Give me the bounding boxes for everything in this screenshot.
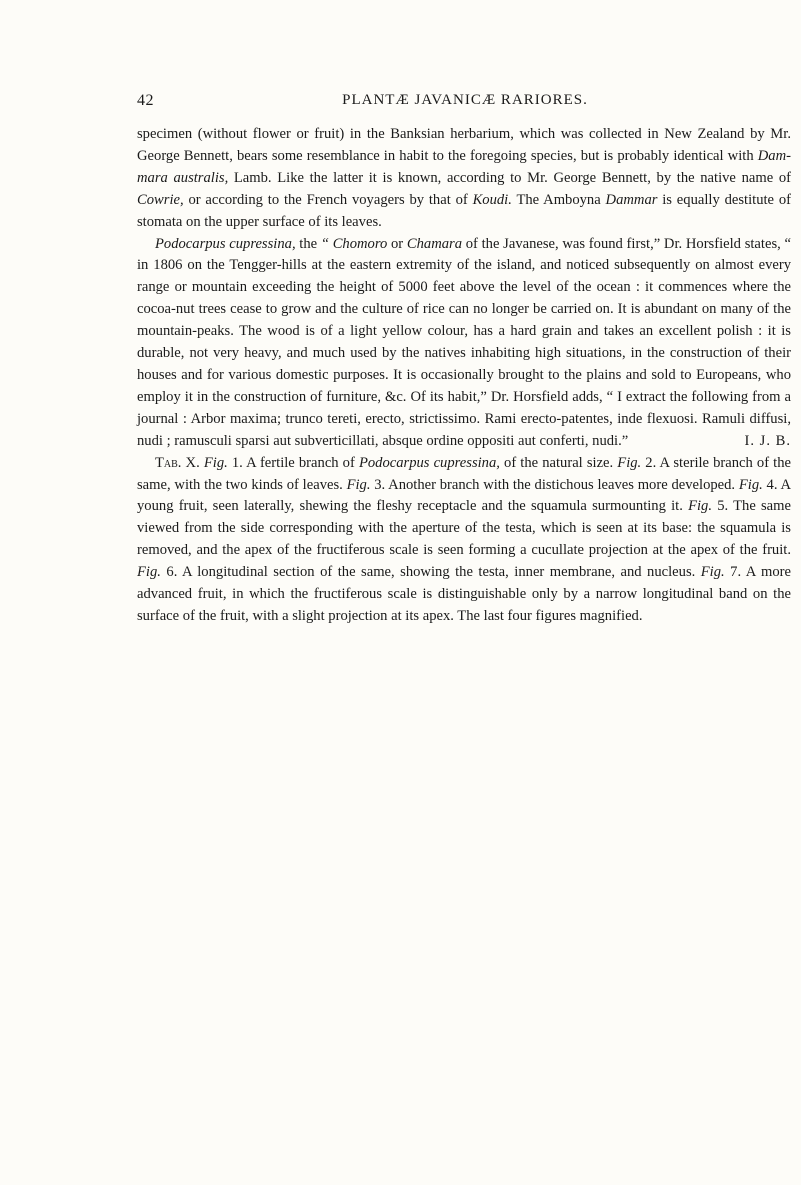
text-run: 4. A young fruit, seen laterally, shewing the fleshy receptacle and the squamula surmounting it. <box>137 476 791 515</box>
native-name: Koudi. <box>472 191 512 208</box>
text-run: or according to the French voyagers by that of <box>183 191 473 208</box>
text-run: 1. A fertile branch of <box>227 454 359 471</box>
figure-label: Fig. <box>738 476 763 493</box>
taxon-name: Podocarpus cupressina, <box>358 454 500 471</box>
text-run: 7. A more advanced fruit, in which the fructiferous scale is distinguishable only by a narrow longitudinal band on the surface of the fruit, with a slight projection at its apex. The last four figures magnified. <box>137 564 791 624</box>
author-signature: I. J. B. <box>744 432 791 449</box>
taxon-name: Dam-mara australis, <box>137 147 791 186</box>
running-head <box>137 92 793 114</box>
text-run: or <box>387 235 407 252</box>
paragraph-plate-explanation <box>137 453 791 628</box>
paragraph-podocarpus <box>137 234 791 453</box>
text-run: the <box>295 235 321 252</box>
running-title: PLANTÆ JAVANICÆ RARIORES. <box>342 92 588 108</box>
text-run: 6. A longitudinal section of the same, showing the testa, inner membrane, and nucleus. <box>160 564 701 581</box>
figure-label: Fig. <box>617 454 642 471</box>
paragraph-dammara <box>137 124 791 234</box>
native-name: “ Chomoro <box>320 235 388 252</box>
text-run: of the Javanese, was found first,” Dr. Horsfield states, “ in 1806 on the Tengger-hills at the eastern extremity of the island, and noticed subsequently on almost every range or mountain exceeding the height of 5000 feet above the level of the ocean : it commences where the cocoa-nut trees cease to grow and the culture of rice can no longer be carried on. It is abundant on many of the mountain-peaks. The wood is of a light yellow colour, has a hard grain and takes an excellent polish : it is durable, not very heavy, and much used by the natives inhabiting high situations, in the construction of their houses and for various domestic purposes. It is occasionally brought to the plains and sold to Europeans, who employ it in the construction of furniture, &c. Of its habit,” Dr. Horsfield adds, “ I extract the following from a journal : Arbor maxima; trunco tereti, erecto, strictissimo. Rami erecto-patentes, inde flexuosi. Ramuli diffusi, nudi ; ramusculi sparsi aut subverticillati, absque ordine oppositi aut conferti, nudi.” <box>137 235 791 449</box>
text-run: of the natural size. <box>499 454 618 471</box>
text-run: specimen (without flower or fruit) in the Banksian herbarium, which was collected in New Zealand by Mr. George Bennett, bears some resemblance in habit to the foregoing species, but is probably identical with <box>137 126 791 164</box>
figure-label: Fig. <box>203 454 228 471</box>
text-run: 5. The same viewed from the side corresponding with the aperture of the testa, which is seen at its base: the squamula is removed, and the apex of the fructiferous scale is seen forming a cucullate projection at the apex of the fruit. <box>137 498 791 559</box>
figure-label: Fig. <box>346 476 371 493</box>
text-run: The Amboyna <box>511 191 606 208</box>
figure-label: Fig. <box>688 498 712 515</box>
text-run: 2. A sterile branch of the same, with the two kinds of leaves. <box>137 454 792 493</box>
taxon-name: Podocarpus cupressina, <box>155 235 296 252</box>
native-name: Cowrie, <box>137 191 184 208</box>
plate-reference: Tab. X. <box>155 454 200 471</box>
text-run: is equally destitute of stomata on the upper surface of its leaves. <box>137 191 791 230</box>
page-number: 42 <box>137 92 154 109</box>
text-run: 3. Another branch with the distichous leaves more developed. <box>370 476 739 493</box>
text-run: Lamb. Like the latter it is known, according to Mr. George Bennett, by the native name of <box>228 169 791 186</box>
figure-label: Fig. <box>700 564 725 581</box>
taxon-name: Dammar <box>605 191 658 208</box>
body-text <box>137 124 791 628</box>
figure-label: Fig. <box>137 564 161 581</box>
native-name: Chamara <box>406 235 463 252</box>
